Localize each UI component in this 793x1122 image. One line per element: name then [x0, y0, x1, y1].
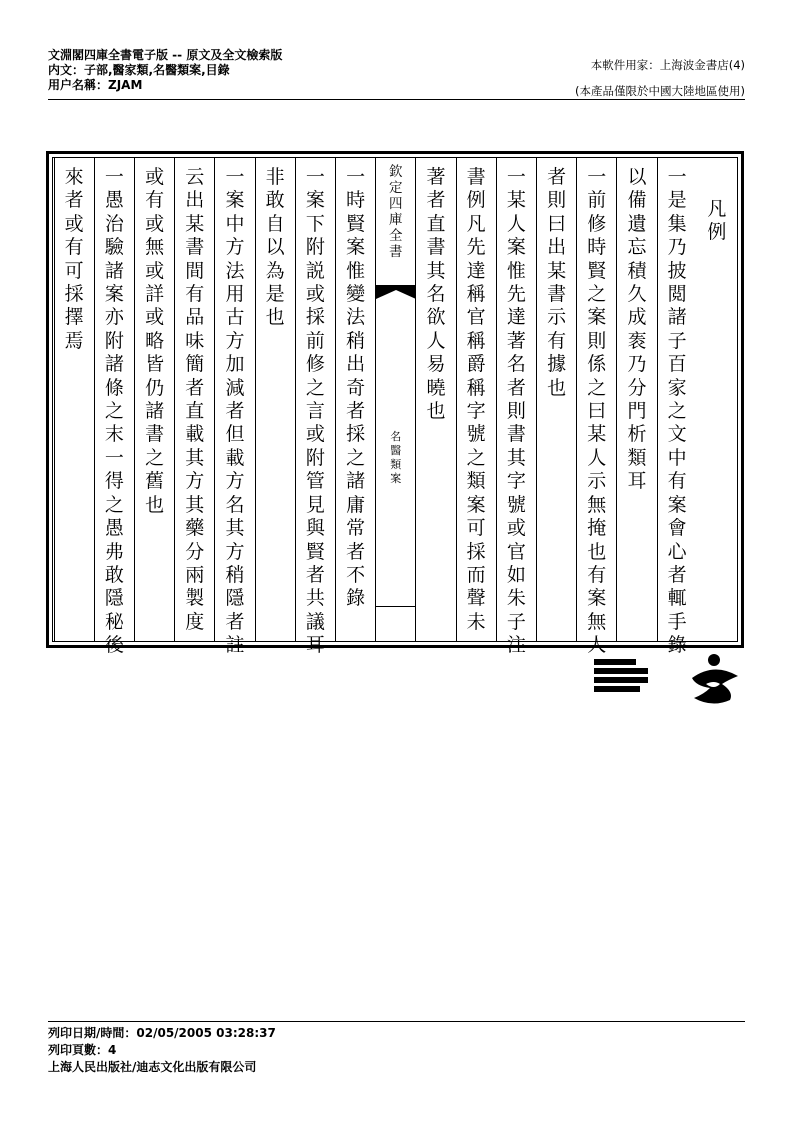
text-column: [616, 158, 656, 641]
column-text: 一 案 中 方 法 用 古 方 加 減 者 但 載 方 名 其 方 稍 隱 者 註: [225, 166, 245, 657]
column-text: 以 備 遺 忘 積 久 成 袠 乃 分 門 析 類 耳: [627, 166, 647, 493]
column-text: 書 例 凡 先 達 稱 官 稱 爵 稱 字 號 之 類 案 可 採 而 聲 未: [466, 166, 486, 633]
column-text: 一 某 人 案 惟 先 達 著 名 者 則 書 其 字 號 或 官 如 朱 子 注: [506, 166, 526, 657]
column-text: 一 前 修 時 賢 之 案 則 係 之 曰 某 人 示 無 掩 也 有 案 無 人: [587, 166, 607, 657]
seal-right-icon: [684, 650, 744, 708]
column-text: 一 是 集 乃 披 閲 諸 子 百 家 之 文 中 有 案 會 心 者 輒 手 錄: [667, 166, 687, 657]
text-column: [496, 158, 536, 657]
footer-divider: [48, 1021, 745, 1022]
column-text: 著 者 直 書 其 名 欲 人 易 曉 也: [426, 166, 446, 423]
text-grid: [52, 157, 738, 657]
heading-column: [697, 158, 737, 641]
column-text: 非 敢 自 以 為 是 也: [265, 166, 285, 329]
header-region: (本產品僅限於中國大陸地區使用): [575, 84, 745, 98]
text-column: [456, 158, 496, 641]
margin-rule: [376, 606, 415, 607]
text-column: [174, 158, 214, 641]
header-right: [575, 52, 745, 104]
text-column: [54, 158, 94, 641]
header-licensee: 本軟件用家：上海波金書店(4): [590, 58, 745, 72]
column-text: 一 時 賢 案 惟 變 法 稍 出 奇 者 採 之 諸 庸 常 者 不 錄: [346, 166, 366, 610]
footer-publisher: 上海人民出版社/迪志文化出版有限公司: [48, 1060, 257, 1074]
footer-print-datetime: 列印日期/時間：02/05/2005 03:28:37: [48, 1026, 276, 1040]
text-column: [214, 158, 254, 657]
header-left: [48, 48, 282, 93]
text-column: [415, 158, 455, 641]
text-column: [335, 158, 375, 641]
text-column: [657, 158, 697, 657]
text-column: [576, 158, 616, 657]
column-text: 一 愚 治 驗 諸 案 亦 附 諸 條 之 末 一 得 之 愚 弗 敢 隱 秘 後: [104, 166, 124, 657]
text-column: [134, 158, 174, 641]
margin-title-book: 名 醫 類 案: [390, 430, 402, 485]
text-column: [295, 158, 335, 657]
margin-column: [375, 158, 415, 641]
column-text: 來 者 或 有 可 採 擇 焉: [64, 166, 84, 352]
footer: [48, 1025, 276, 1076]
header-content-path: 内文：子部,醫家類,名醫類案,目錄: [48, 63, 230, 77]
page-heading: 凡 例: [707, 198, 727, 244]
column-text: 一 案 下 附 説 或 採 前 修 之 言 或 附 管 見 與 賢 者 共 議 耳: [305, 166, 325, 657]
column-text: 云 出 某 書 間 有 品 味 簡 者 直 載 其 方 其 藥 分 兩 製 度: [185, 166, 205, 633]
fish-tail-mark-icon: [376, 285, 416, 299]
margin-title-top: 欽 定 四 庫 全 書: [389, 164, 403, 260]
column-text: 者 則 曰 出 某 書 示 有 據 也: [547, 166, 567, 399]
footer-print-pages: 列印頁數：4: [48, 1043, 117, 1057]
header-user: 用户名稱：ZJAM: [48, 78, 143, 92]
text-column: [255, 158, 295, 641]
page-frame: [46, 151, 744, 657]
header-title: 文淵閣四庫全書電子版 -- 原文及全文檢索版: [48, 48, 283, 62]
header-divider: [48, 99, 745, 100]
text-column: [94, 158, 134, 657]
text-column: [536, 158, 576, 641]
column-text: 或 有 或 無 或 詳 或 略 皆 仍 諸 書 之 舊 也: [145, 166, 165, 516]
seal-left-icon: [592, 655, 652, 695]
